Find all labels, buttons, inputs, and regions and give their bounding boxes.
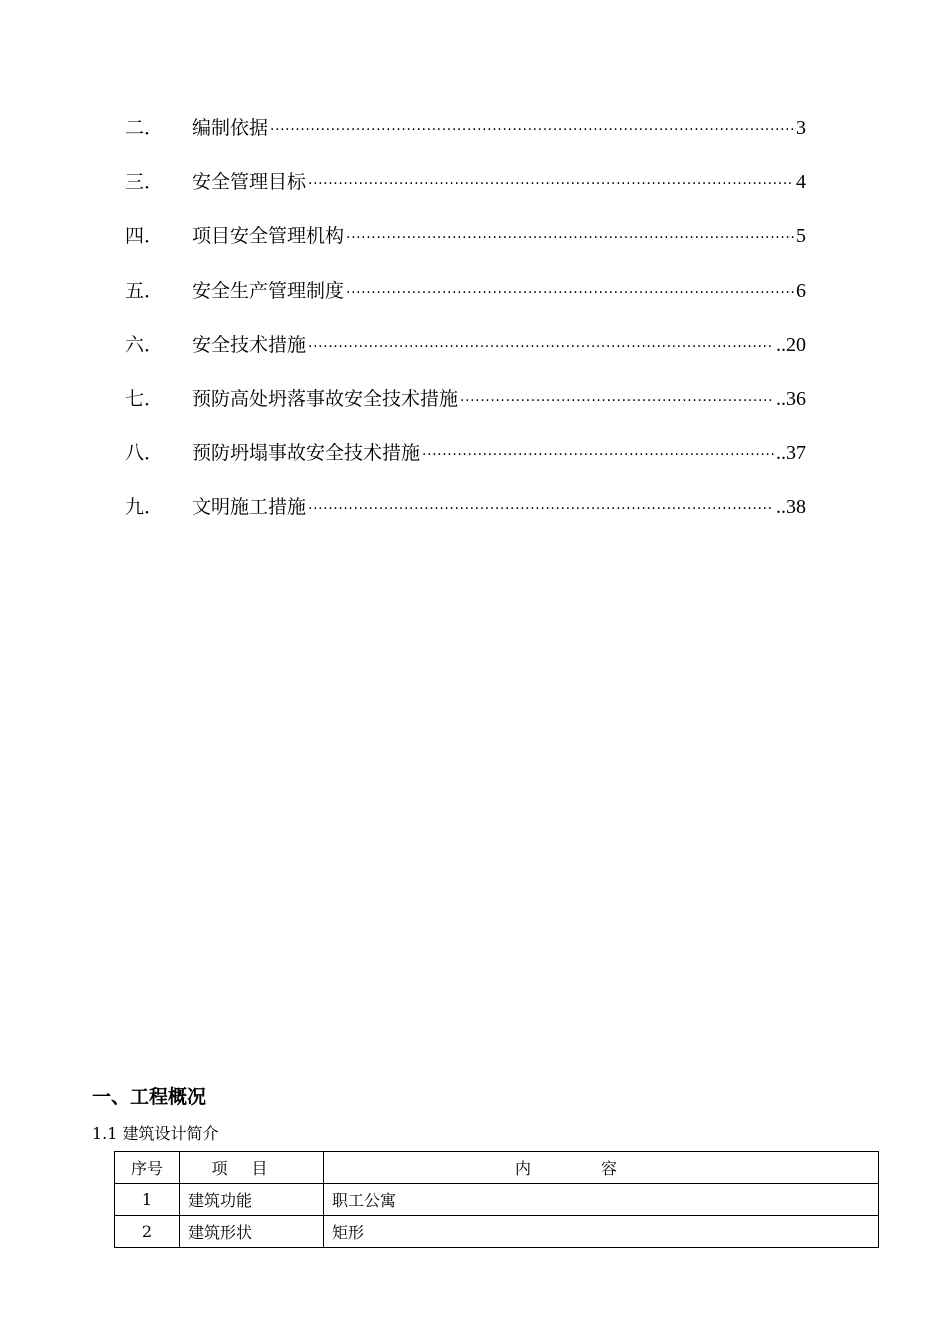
toc-entry[interactable] — [125, 438, 806, 468]
column-header-number: 序号 — [115, 1152, 180, 1184]
toc-number: 四． — [125, 225, 164, 247]
toc-title: 预防高处坍落事故安全技术措施 — [192, 388, 459, 410]
toc-title: 文明施工措施 — [192, 496, 307, 518]
toc-leader-dots — [308, 169, 794, 199]
toc-entry[interactable] — [125, 113, 806, 143]
cell-content: 矩形 — [324, 1216, 879, 1248]
toc-page-number: ..20 — [776, 334, 806, 356]
toc-page-number: ..37 — [776, 442, 806, 464]
toc-entry[interactable] — [125, 276, 806, 306]
toc-leader-dots — [308, 494, 774, 524]
toc-page-number: 5 — [796, 225, 806, 247]
toc-title: 项目安全管理机构 — [192, 225, 345, 247]
toc-entry[interactable] — [125, 384, 806, 414]
cell-number: 1 — [115, 1184, 180, 1216]
toc-number: 七． — [125, 388, 164, 410]
toc-page-number: 3 — [796, 117, 806, 139]
cell-content: 职工公寓 — [324, 1184, 879, 1216]
table-row — [115, 1216, 879, 1248]
toc-page-number: 6 — [796, 280, 806, 302]
column-header-item: 项目 — [180, 1152, 324, 1184]
toc-leader-dots — [270, 115, 794, 145]
toc-leader-dots — [460, 386, 774, 416]
toc-page-number: ..38 — [776, 496, 806, 518]
cell-number: 2 — [115, 1216, 180, 1248]
toc-number: 二． — [125, 117, 164, 139]
table-header-row — [115, 1152, 879, 1184]
cell-item: 建筑功能 — [180, 1184, 324, 1216]
toc-leader-dots — [422, 440, 774, 470]
toc-number: 六． — [125, 334, 164, 356]
toc-title: 安全管理目标 — [192, 171, 307, 193]
building-info-table — [114, 1151, 879, 1248]
column-header-content: 内容 — [324, 1152, 879, 1184]
toc-leader-dots — [346, 278, 794, 308]
toc-entry[interactable] — [125, 221, 806, 251]
toc-title: 安全技术措施 — [192, 334, 307, 356]
toc-entry[interactable] — [125, 167, 806, 197]
toc-entry[interactable] — [125, 330, 806, 360]
toc-page-number: ..36 — [776, 388, 806, 410]
toc-number: 八． — [125, 442, 164, 464]
toc-title: 预防坍塌事故安全技术措施 — [192, 442, 421, 464]
toc-title: 编制依据 — [192, 117, 269, 139]
toc-leader-dots — [346, 223, 794, 253]
toc-title: 安全生产管理制度 — [192, 280, 345, 302]
cell-item: 建筑形状 — [180, 1216, 324, 1248]
toc-number: 三． — [125, 171, 164, 193]
section-heading: 一、工程概况 — [92, 1086, 207, 1108]
toc-page-number: 4 — [796, 171, 806, 193]
toc-entry[interactable] — [125, 492, 806, 522]
toc-number: 九． — [125, 496, 164, 518]
subsection-heading: 1.1 建筑设计简介 — [92, 1124, 219, 1143]
toc-leader-dots — [308, 332, 774, 362]
toc-number: 五． — [125, 280, 164, 302]
table-row — [115, 1184, 879, 1216]
